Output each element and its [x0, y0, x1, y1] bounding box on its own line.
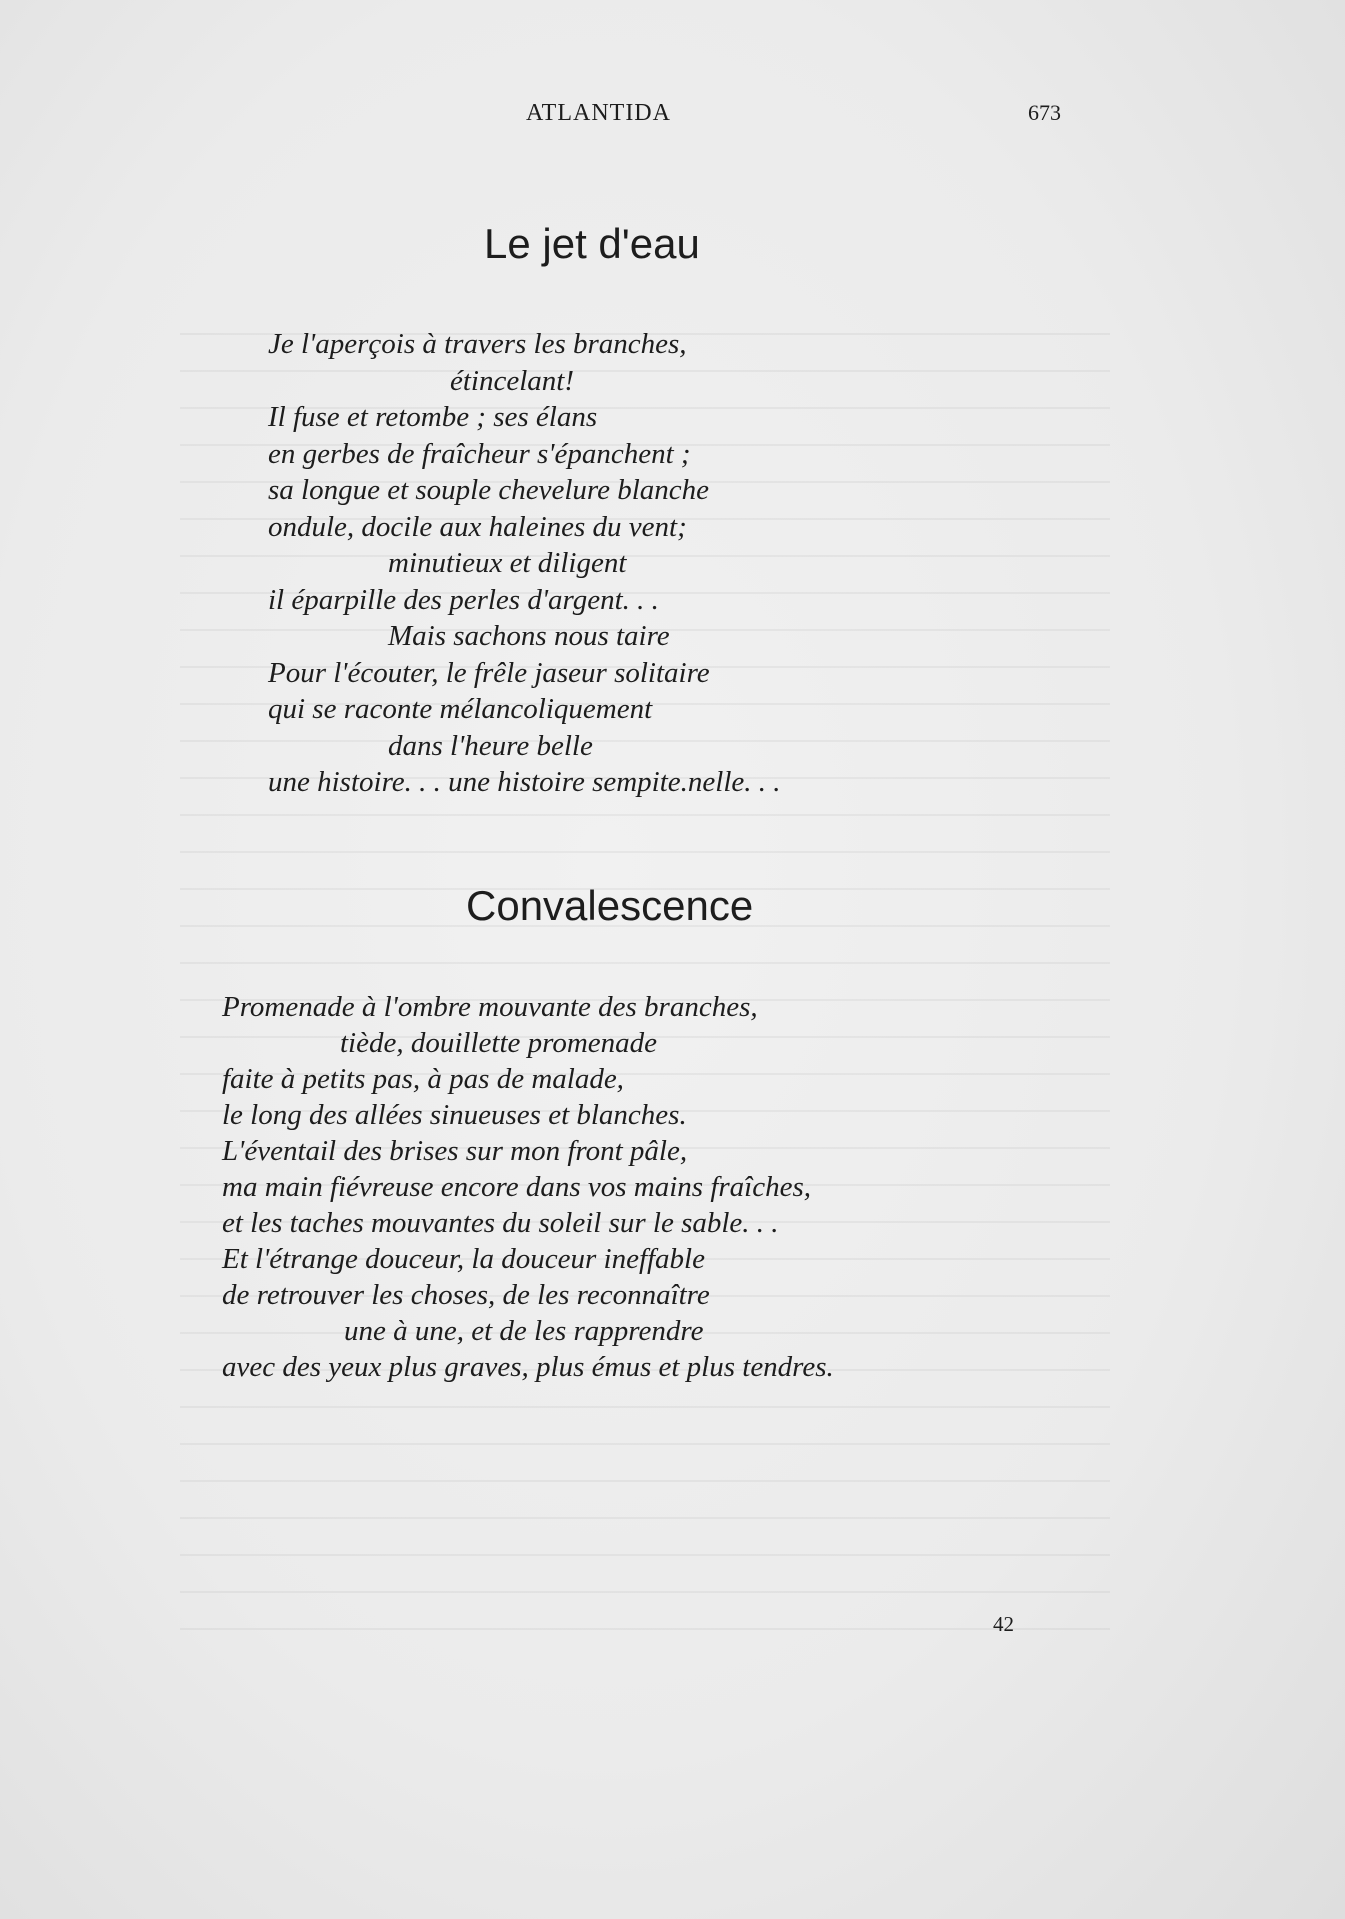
poem-title-convalescence: Convalescence [466, 882, 754, 929]
poem-line: Et l'étrange douceur, la douceur ineffable [222, 1243, 705, 1275]
poem-line: Pour l'écouter, le frêle jaseur solitaire [268, 657, 710, 689]
signature-mark: 42 [993, 1612, 1014, 1636]
poem-line: tiède, douillette promenade [340, 1027, 658, 1059]
poem-line: ma main fiévreuse encore dans vos mains fraîches, [222, 1171, 812, 1203]
poem-line: sa longue et souple chevelure blanche [268, 474, 710, 506]
poem-line: qui se raconte mélancoliquement [268, 693, 653, 725]
poem-line: Mais sachons nous taire [388, 620, 670, 652]
page-number: 673 [1028, 100, 1061, 125]
poem-line: et les taches mouvantes du soleil sur le sable. . . [222, 1207, 779, 1239]
poem-line: dans l'heure belle [388, 730, 593, 762]
poem-line: une histoire. . . une histoire sempite.nelle. . . [268, 766, 781, 798]
poem-title-jet-deau: Le jet d'eau [484, 220, 700, 267]
poem-line: en gerbes de fraîcheur s'épanchent ; [268, 438, 691, 470]
poem-line: avec des yeux plus graves, plus émus et plus tendres. [222, 1351, 834, 1383]
poem-line: Promenade à l'ombre mouvante des branches, [222, 991, 758, 1023]
poem-line: de retrouver les choses, de les reconnaître [222, 1279, 710, 1311]
poem-line: L'éventail des brises sur mon front pâle, [222, 1135, 688, 1167]
poem-line: Il fuse et retombe ; ses élans [268, 401, 598, 433]
poem-line: Je l'aperçois à travers les branches, [268, 328, 687, 360]
poem-line: étincelant! [450, 365, 575, 397]
poem-line: minutieux et diligent [388, 547, 627, 579]
poem-line: une à une, et de les rapprendre [344, 1315, 704, 1347]
poem-line: le long des allées sinueuses et blanches. [222, 1099, 687, 1131]
poem-line: ondule, docile aux haleines du vent; [268, 511, 687, 543]
poem-line: il éparpille des perles d'argent. . . [268, 584, 659, 616]
poem-line: faite à petits pas, à pas de malade, [222, 1063, 624, 1095]
running-header-title: ATLANTIDA [526, 100, 671, 126]
